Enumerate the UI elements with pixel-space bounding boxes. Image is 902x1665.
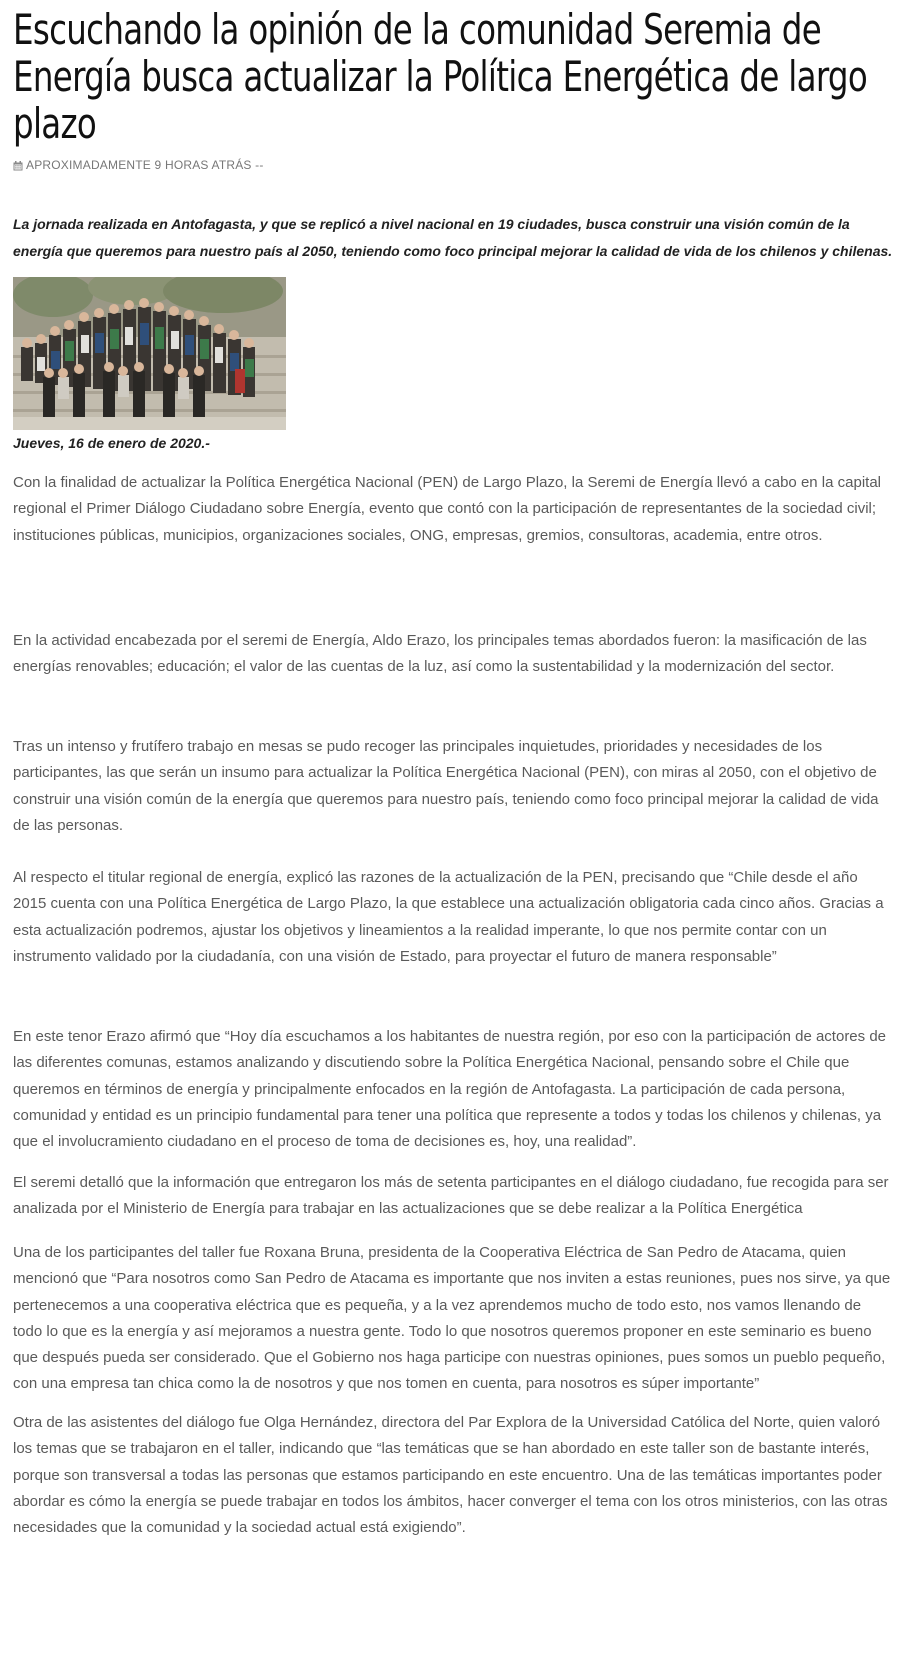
article-title: Escuchando la opinión de la comunidad Seremia de Energía busca actualizar la Política Energética de largo plazo (13, 5, 868, 148)
article-timestamp: APROXIMADAMENTE 9 HORAS ATRÁS -- (26, 158, 264, 172)
article-lead: La jornada realizada en Antofagasta, y que se replicó a nivel nacional en 19 ciudades, busca construir una visión común de la energía que queremos para nuestro país al 2050, teniendo como foco principal mejorar la calidad de vida de los chilenos y chilenas. (13, 216, 893, 259)
article-paragraph: En este tenor Erazo afirmó que “Hoy día escuchamos a los habitantes de nuestra región, por eso con la participación de actores de las diferentes comunas, estamos analizando y discutiendo sobre la Política Energética Nacional, pensando sobre el Chile que queremos en términos de energía y principalmente enfocados en la región de Antofagasta. La participación de cada persona, comunidad y entidad es un principio fundamental para tener una política que represente a todos y todas los chilenos y chilenas, ya que el involucramiento ciudadano en el proceso de toma de decisiones es, hoy, una realidad”. (13, 1028, 887, 1151)
article-meta (13, 158, 264, 172)
article-paragraph: Una de los participantes del taller fue Roxana Bruna, presidenta de la Cooperativa Eléctrica de San Pedro de Atacama, quien mencionó que “Para nosotros como San Pedro de Atacama es importante que nos inviten a estas reuniones, pues nos sirve, ya que pertenecemos a una cooperativa eléctrica que es pequeña, y a la vez aprendemos mucho de todo esto, nos vamos llenando de todo lo que es la energía y así mejoramos a nuestra gente. Todo lo que nosotros queremos proponer en este seminario es bueno que después pueda ser considerado. Que el Gobierno nos haga participe con nuestras opiniones, pues somos un pueblo pequeño, con una empresa tan chica como la de nosotros y que nos tomen en cuenta, para nosotros es súper importante” (13, 1244, 891, 1393)
article-paragraph: El seremi detalló que la información que entregaron los más de setenta participantes en el diálogo ciudadano, fue recogida para ser analizada por el Ministerio de Energía para trabajar en las actualizaciones que se debe realizar a la Política Energética (13, 1174, 889, 1218)
article-paragraph: Otra de las asistentes del diálogo fue Olga Hernández, directora del Par Explora de la Universidad Católica del Norte, quien valoró los temas que se trabajaron en el taller, indicando que “las temáticas que se han abordado en este taller son de bastante interés, porque son transversal a todas las personas que estamos participando en este encuentro. Una de las temáticas importantes poder abordar es cómo la energía se puede trabajar en todos los ámbitos, hacer converger el tema con los otros ministerios, con las otras necesidades que la comunidad y la sociedad actual está exigiendo”. (13, 1414, 888, 1537)
article-dateline: Jueves, 16 de enero de 2020.- (13, 435, 210, 451)
article-photo[interactable] (13, 277, 286, 430)
article-paragraph: Al respecto el titular regional de energía, explicó las razones de la actualización de la PEN, precisando que “Chile desde el año 2015 cuenta con una Política Energética de Largo Plazo, la que establece una actualización obligatoria cada cinco años. Gracias a esta actualización podremos, ajustar los objetivos y lineamientos a la realidad imperante, lo que nos permite contar con un instrumento validado por la ciudadanía, con una visión de Estado, para proyectar el futuro de manera responsable” (13, 869, 884, 965)
article-paragraph: Con la finalidad de actualizar la Política Energética Nacional (PEN) de Largo Plazo, la Seremi de Energía llevó a cabo en la capital regional el Primer Diálogo Ciudadano sobre Energía, evento que contó con la participación de representantes de la sociedad civil; instituciones públicas, municipios, organizaciones sociales, ONG, empresas, gremios, consultoras, academia, entre otros. (13, 474, 881, 544)
article-paragraph: Tras un intenso y frutífero trabajo en mesas se pudo recoger las principales inquietudes, prioridades y necesidades de los participantes, las que serán un insumo para actualizar la Política Energética Nacional (PEN), con miras al 2050, con el objetivo de construir una visión común de la energía que queremos para nuestro país, teniendo como foco principal mejorar la calidad de vida de las personas. (13, 738, 879, 834)
calendar-icon (13, 160, 23, 170)
article-paragraph: En la actividad encabezada por el seremi de Energía, Aldo Erazo, los principales temas abordados fueron: la masificación de las energías renovables; educación; el valor de las cuentas de la luz, así como la sustentabilidad y la modernización del sector. (13, 632, 867, 676)
article (13, 0, 893, 1537)
